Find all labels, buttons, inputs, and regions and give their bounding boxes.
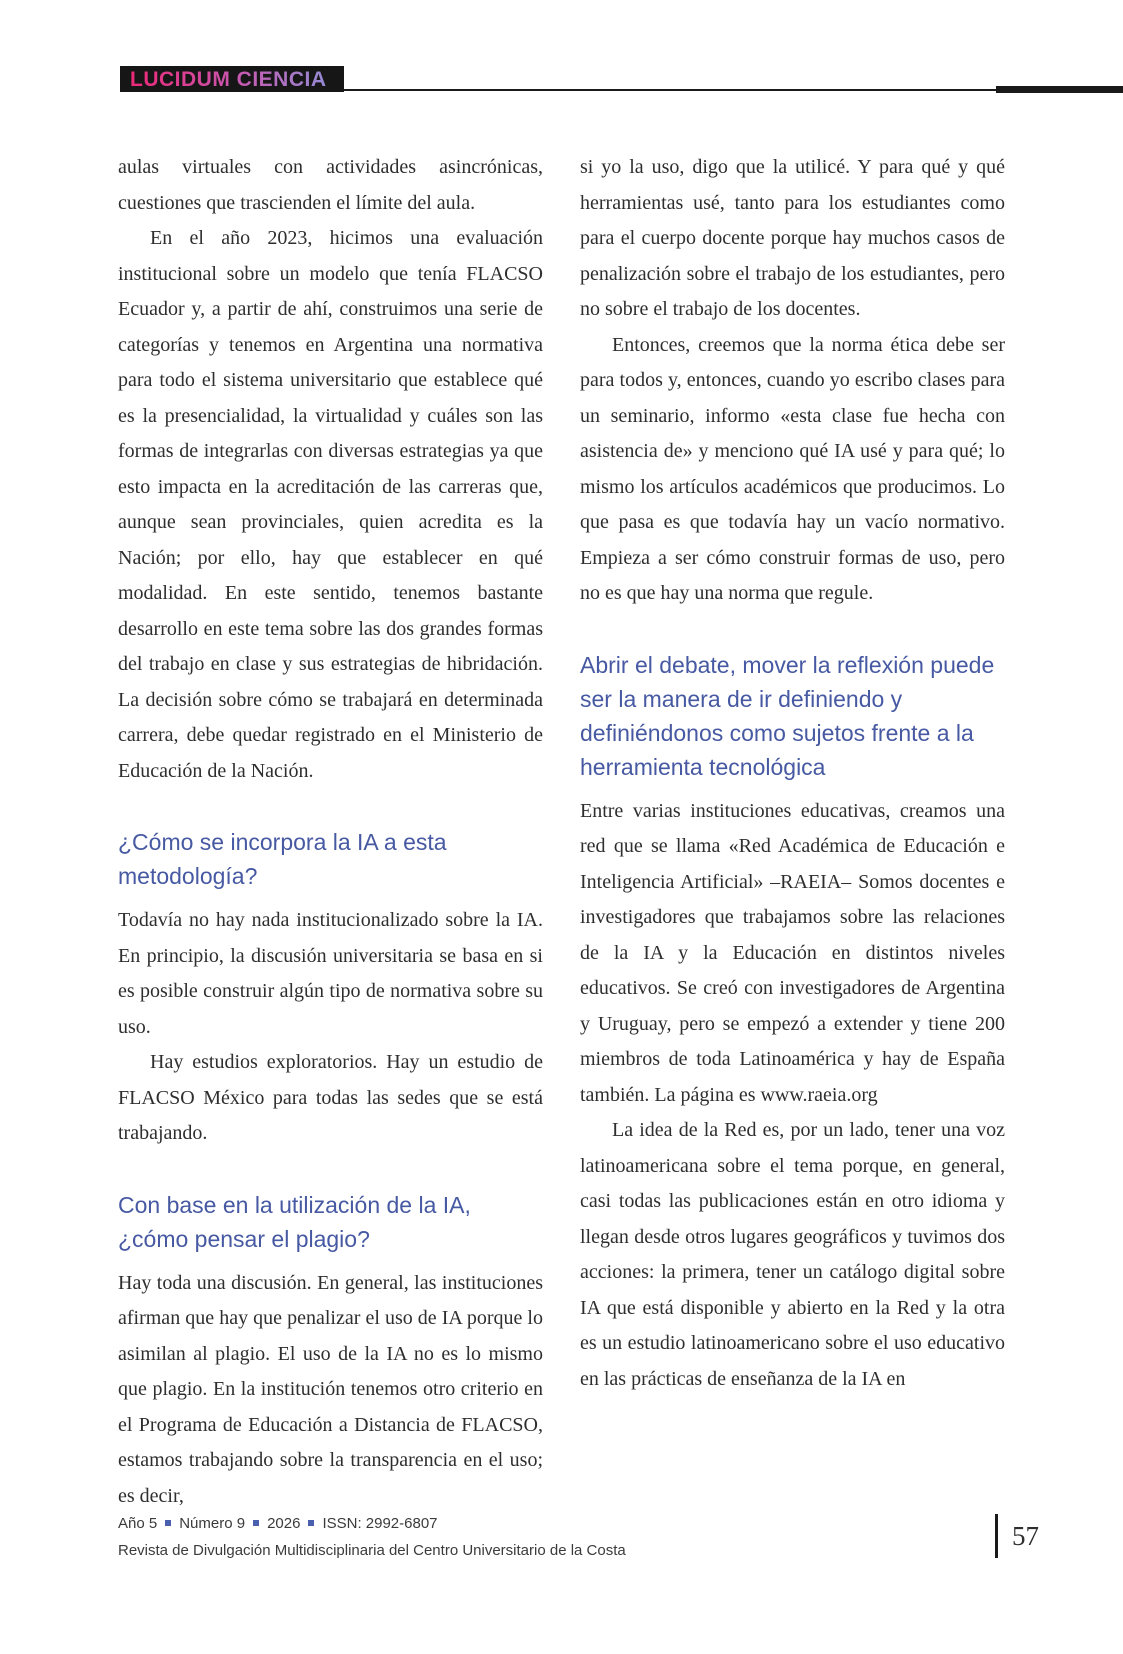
paragraph: En el año 2023, hicimos una evaluación institucional sobre un modelo que tenía FLACSO Ecuador y, a partir de ahí, construimos una serie de categorías y tenemos en Argentina una normativa para todo el sistema universitario que establece qué es la presencialidad, la virtualidad y cuáles son las formas de integrarlas con diversas estrategias ya que esto impacta en la acreditación de las carreras que, aunque sean provinciales, quien acredita es la Nación; por ello, hay que establecer en qué modalidad. En este sentido, tenemos bastante desarrollo en este tema sobre las dos grandes formas del trabajo en clase y sus estrategias de hibridación. La decisión sobre cómo se trabajará en determinada carrera, debe quedar registrado en el Ministerio de Educación de la Nación. xyxy=(118,227,543,782)
bullet-separator-icon xyxy=(308,1520,314,1526)
issn: ISSN: 2992-6807 xyxy=(322,1515,438,1532)
paragraph: si yo la uso, digo que la utilicé. Y para qué y qué herramientas usé, tanto para los estudiantes como para el cuerpo docente porque hay muchos casos de penalización sobre el trabajo de los estudiantes, pero no sobre el trabajo de los docentes. xyxy=(580,156,1005,320)
section-heading-incorporar-ia: ¿Cómo se incorpora la IA a esta metodología? xyxy=(118,829,447,889)
paragraph: Entre varias instituciones educativas, creamos una red que se llama «Red Académica de Educación e Inteligencia Artificial» –RAEIA– Somos docentes e investigadores que trabajamos sobre las relaciones de la IA y la Educación en distintos niveles educativos. Se creó con investigadores de Argentina y Uruguay, pero se empezó a extender y tiene 200 miembros de toda Latinoamérica y hay de España también. La página es www.raeia.org xyxy=(580,799,1005,1106)
section-heading-plagio: Con base en la utilización de la IA, ¿cómo pensar el plagio? xyxy=(118,1191,471,1252)
page-number: 57 xyxy=(1012,1520,1039,1551)
page-number-block xyxy=(995,1514,1039,1558)
bullet-separator-icon xyxy=(253,1520,259,1526)
section-heading-abrir-debate: Abrir el debate, mover la reflexión puede ser la manera de ir definiendo y definiéndonos como sujetos frente a la herramienta tecnológica xyxy=(580,651,995,780)
paragraph: Hay estudios exploratorios. Hay un estudio de FLACSO México para todas las sedes que se está trabajando. xyxy=(118,1051,543,1144)
paragraph: aulas virtuales con actividades asincrónicas, cuestiones que trascienden el límite del aula. xyxy=(118,156,543,214)
issue-year-label: Año 5 xyxy=(118,1515,158,1532)
left-column xyxy=(118,150,543,1514)
issue-year: 2026 xyxy=(267,1515,301,1532)
article-body xyxy=(118,150,1005,1514)
masthead-bar xyxy=(120,66,344,92)
page-footer xyxy=(118,1510,626,1564)
bullet-separator-icon xyxy=(165,1520,171,1526)
header-rule-thick xyxy=(996,86,1123,93)
journal-name: Revista de Divulgación Multidisciplinaria del Centro Universitario de la Costa xyxy=(118,1542,626,1559)
paragraph: Todavía no hay nada institucionalizado sobre la IA. En principio, la discusión universitaria se basa en si es posible construir algún tipo de normativa sobre su uso. xyxy=(118,909,543,1038)
issue-metadata xyxy=(118,1510,626,1537)
right-column xyxy=(580,150,1005,1514)
masthead-title: LUCIDUM CIENCIA xyxy=(130,67,327,91)
paragraph: Entonces, creemos que la norma ética debe ser para todos y, entonces, cuando yo escribo clases para un seminario, informo «esta clase fue hecha con asistencia de» y menciono qué IA usé y para qué; lo mismo los artículos académicos que producimos. Lo que pasa es que todavía hay un vacío normativo. Empieza a ser cómo construir formas de uso, pero no es que hay una norma que regule. xyxy=(580,333,1005,604)
paragraph: Hay toda una discusión. En general, las instituciones afirman que hay que penalizar el uso de IA porque lo asimilan al plagio. El uso de la IA no es lo mismo que plagio. En la institución tenemos otro criterio en el Programa de Educación a Distancia de FLACSO, estamos trabajando sobre la transparencia en el uso; es decir, xyxy=(118,1271,543,1507)
paragraph: La idea de la Red es, por un lado, tener una voz latinoamericana sobre el tema porque, en general, casi todas las publicaciones están en otro idioma y llegan desde otros lugares geográficos y tuvimos dos acciones: la primera, tener un catálogo digital sobre IA que está disponible y abierto en la Red y la otra es un estudio latinoamericano sobre el uso educativo en las prácticas de enseñanza de la IA en xyxy=(580,1119,1005,1390)
page-number-divider xyxy=(995,1514,998,1558)
issue-number-label: Número 9 xyxy=(179,1515,246,1532)
